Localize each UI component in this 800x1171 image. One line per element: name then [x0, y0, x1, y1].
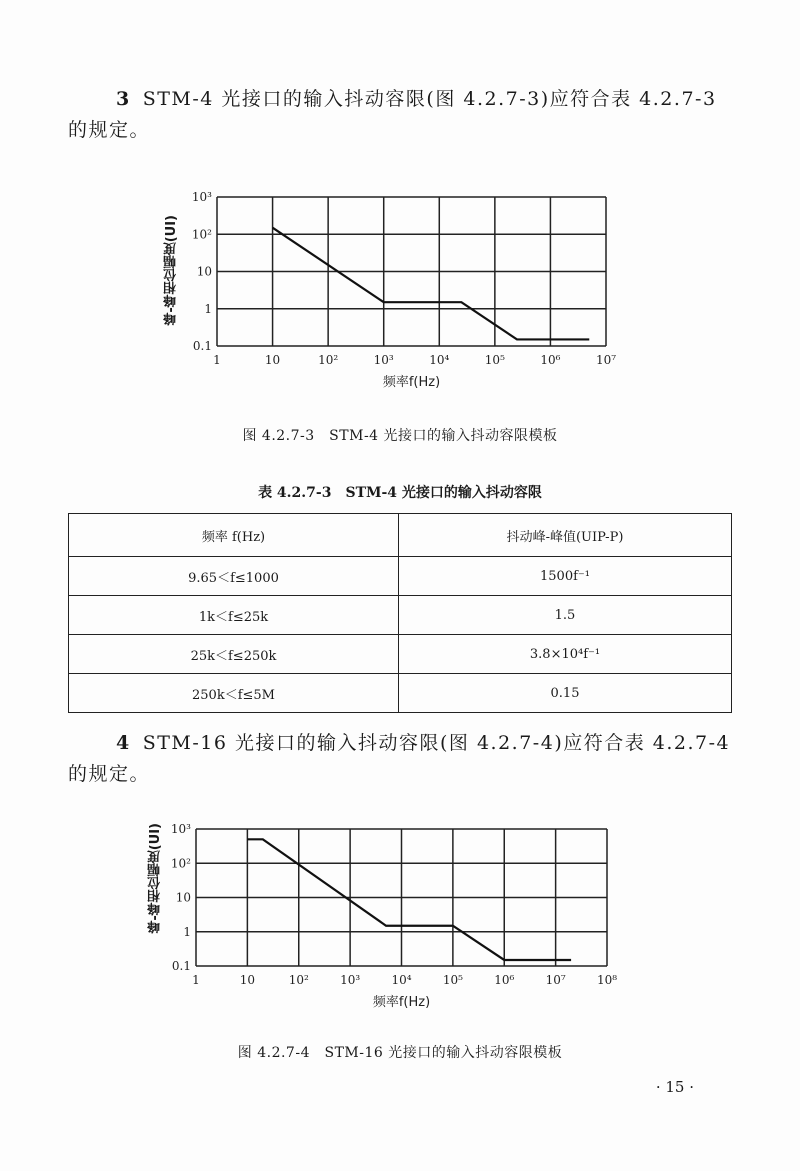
- x-tick-label: 1: [192, 973, 200, 987]
- clause-text: STM-4 光接口的输入抖动容限(图 4.2.7-3)应符合表 4.2.7-3 的规定。: [68, 88, 717, 141]
- y-tick-label: 10: [196, 264, 212, 279]
- cell-frequency: 9.65＜f≤1000: [69, 557, 399, 596]
- y-tick-label: 10²: [191, 227, 212, 242]
- x-tick-label: 10³: [340, 973, 361, 987]
- page-number: · 15 ·: [655, 1078, 694, 1096]
- x-tick-label: 10⁷: [595, 353, 617, 367]
- table-title: 表 4.2.7-3 STM-4 光接口的输入抖动容限: [258, 485, 542, 501]
- clause-number: 4: [116, 732, 131, 754]
- x-tick-label: 10⁵: [442, 973, 463, 987]
- y-axis-title: 峰-峰相位幅度(UI): [148, 823, 163, 934]
- figure-caption: 图 4.2.7-3 STM-4 光接口的输入抖动容限模板: [242, 428, 558, 444]
- x-tick-label: 10⁸: [596, 973, 618, 987]
- x-tick-label: 10²: [288, 973, 309, 987]
- x-axis-title: 频率f(Hz): [372, 995, 431, 1010]
- cell-frequency: 250k＜f≤5M: [69, 674, 399, 713]
- cell-jitter: 3.8×10⁴f⁻¹: [399, 635, 732, 674]
- chart-stm4-jitter-tolerance: [160, 185, 630, 404]
- cell-frequency: 25k＜f≤250k: [69, 635, 399, 674]
- x-tick-label: 1: [213, 353, 221, 367]
- table-header-row: [69, 514, 732, 557]
- cell-jitter: 0.15: [399, 674, 732, 713]
- y-tick-label: 10³: [170, 822, 191, 836]
- header-frequency: 频率 f(Hz): [69, 514, 399, 557]
- y-tick-label: 10³: [191, 190, 212, 204]
- header-jitter: 抖动峰-峰值(UIP-P): [399, 514, 732, 557]
- x-tick-label: 10⁶: [494, 973, 515, 987]
- x-tick-label: 10³: [373, 353, 394, 367]
- table-row: [69, 596, 732, 635]
- x-tick-label: 10⁷: [545, 973, 566, 987]
- cell-frequency: 1k＜f≤25k: [69, 596, 399, 635]
- paragraph-3: [68, 84, 738, 146]
- y-axis-title: 峰-峰相位幅度(UI): [164, 215, 179, 326]
- jitter-tolerance-line: [247, 839, 571, 960]
- x-tick-label: 10⁴: [391, 973, 412, 987]
- x-tick-label: 10: [239, 973, 256, 987]
- y-tick-label: 1: [204, 301, 212, 316]
- paragraph-4: [68, 728, 738, 790]
- table-row: [69, 674, 732, 713]
- x-axis-title: 频率f(Hz): [382, 375, 441, 390]
- jitter-tolerance-line: [273, 228, 590, 340]
- table-row: [69, 557, 732, 596]
- y-tick-label: 10: [175, 890, 191, 905]
- clause-text: STM-16 光接口的输入抖动容限(图 4.2.7-4)应符合表 4.2.7-4 的规定。: [68, 732, 731, 785]
- x-tick-label: 10⁶: [540, 353, 561, 367]
- y-tick-label: 1: [183, 924, 191, 939]
- x-tick-label: 10⁴: [429, 353, 450, 367]
- cell-jitter: 1.5: [399, 596, 732, 635]
- jitter-table: [68, 513, 732, 713]
- y-tick-label: 0.1: [192, 339, 212, 353]
- x-tick-label: 10⁵: [484, 353, 505, 367]
- clause-number: 3: [116, 88, 131, 110]
- chart-stm16-jitter-tolerance: [140, 815, 630, 1019]
- figure-caption: 图 4.2.7-4 STM-16 光接口的输入抖动容限模板: [237, 1045, 563, 1061]
- table-row: [69, 635, 732, 674]
- y-tick-label: 0.1: [171, 959, 191, 973]
- y-tick-label: 10²: [170, 856, 191, 871]
- cell-jitter: 1500f⁻¹: [399, 557, 732, 596]
- x-tick-label: 10: [264, 353, 281, 367]
- x-tick-label: 10²: [318, 353, 339, 367]
